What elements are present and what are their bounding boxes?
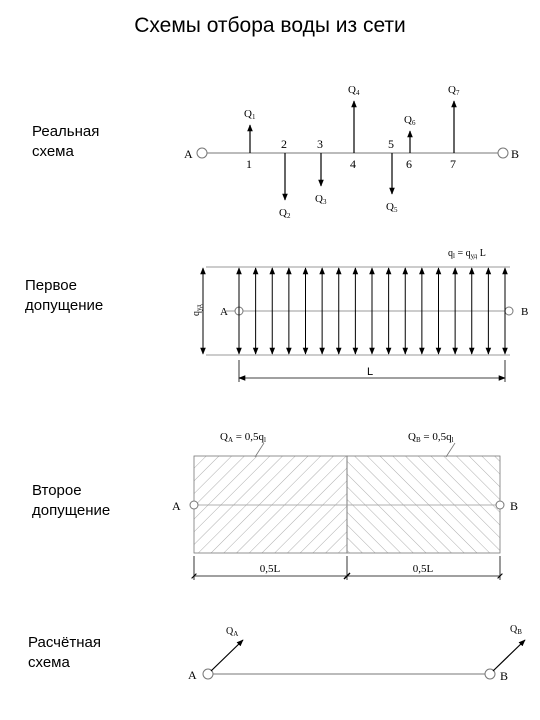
qa-sub: A — [227, 436, 234, 444]
side-label: q — [191, 311, 202, 316]
qa-prefix: Q — [220, 431, 228, 443]
point-a — [197, 148, 207, 158]
flow-label: Q5 — [386, 201, 398, 214]
node-label: 4 — [350, 157, 356, 171]
row-label-line: Реальная — [32, 123, 100, 140]
row-label-line: допущение — [32, 502, 111, 519]
formula-rhs-sub: уд — [470, 252, 478, 260]
row-label-line: схема — [32, 143, 74, 160]
flow-label: Q1 — [244, 108, 256, 121]
point-b-label: B — [511, 147, 520, 161]
real-nodes — [246, 137, 456, 171]
hatched-area-right — [347, 456, 500, 553]
point-b — [496, 501, 504, 509]
second-assumption — [172, 431, 518, 580]
hatched-area-left — [194, 456, 347, 553]
qa-label — [226, 626, 238, 638]
node-label: 1 — [246, 157, 252, 171]
flow-label: Q2 — [279, 207, 291, 220]
qb-tail-sub: l — [451, 436, 454, 444]
formula-ql — [448, 248, 486, 260]
qb-label — [510, 624, 522, 636]
row-label-line: Первое — [25, 277, 77, 294]
qb-leader — [446, 443, 455, 457]
first-assumption — [191, 248, 528, 382]
flow-label: Q4 — [348, 84, 360, 97]
point-b-label: B — [500, 669, 509, 683]
qb-sub: B — [415, 436, 421, 444]
point-a — [190, 501, 198, 509]
qb-letter: Q — [510, 624, 518, 635]
qa-letter: Q — [226, 626, 234, 637]
node-label: 7 — [450, 157, 456, 171]
formula-lhs: q — [448, 248, 453, 259]
row-label-line: Второе — [32, 482, 82, 499]
point-b-label: B — [521, 306, 529, 318]
point-b — [505, 307, 513, 315]
node-label: 6 — [406, 157, 412, 171]
qa-tail-sub: l — [263, 436, 266, 444]
row-label-line: допущение — [25, 297, 104, 314]
side-label-sub: уд — [195, 304, 203, 311]
length-label: L — [366, 366, 374, 378]
point-b — [498, 148, 508, 158]
flow-label: Q6 — [404, 114, 416, 127]
node-label: 2 — [281, 137, 287, 151]
qb-arrow — [493, 640, 525, 671]
half-right-label: 0,5L — [412, 563, 434, 575]
row-label-line: схема — [28, 654, 70, 671]
flow-label: Q3 — [315, 193, 327, 206]
qa-letter-sub: A — [233, 630, 239, 638]
qb-eq: = 0,5q — [420, 431, 452, 443]
flow-label: Q7 — [448, 84, 460, 97]
real-flows — [244, 84, 460, 220]
point-a-label: A — [184, 147, 193, 161]
point-a-label: A — [220, 306, 228, 318]
formula-eq: = q — [454, 248, 471, 259]
formula-tail: L — [477, 248, 486, 259]
qa-arrow — [211, 640, 243, 671]
point-b-label: B — [510, 499, 519, 513]
calc-scheme — [188, 624, 525, 683]
point-a-label: A — [188, 668, 197, 682]
side-label-qud — [191, 304, 203, 316]
qa-formula — [220, 431, 266, 444]
point-a-label: A — [172, 499, 181, 513]
page-title: Схемы отбора воды из сети — [134, 14, 406, 37]
real-scheme — [184, 84, 519, 220]
node-label: 5 — [388, 137, 394, 151]
qa-leader — [255, 443, 264, 457]
node-label: 3 — [317, 137, 323, 151]
formula-lhs-sub: l — [453, 252, 455, 260]
qb-formula — [408, 431, 454, 444]
half-left-label: 0,5L — [259, 563, 281, 575]
row-label-line: Расчётная — [28, 634, 101, 651]
qa-eq: = 0,5q — [233, 431, 264, 443]
qb-letter-sub: B — [517, 628, 522, 636]
qb-prefix: Q — [408, 431, 416, 443]
